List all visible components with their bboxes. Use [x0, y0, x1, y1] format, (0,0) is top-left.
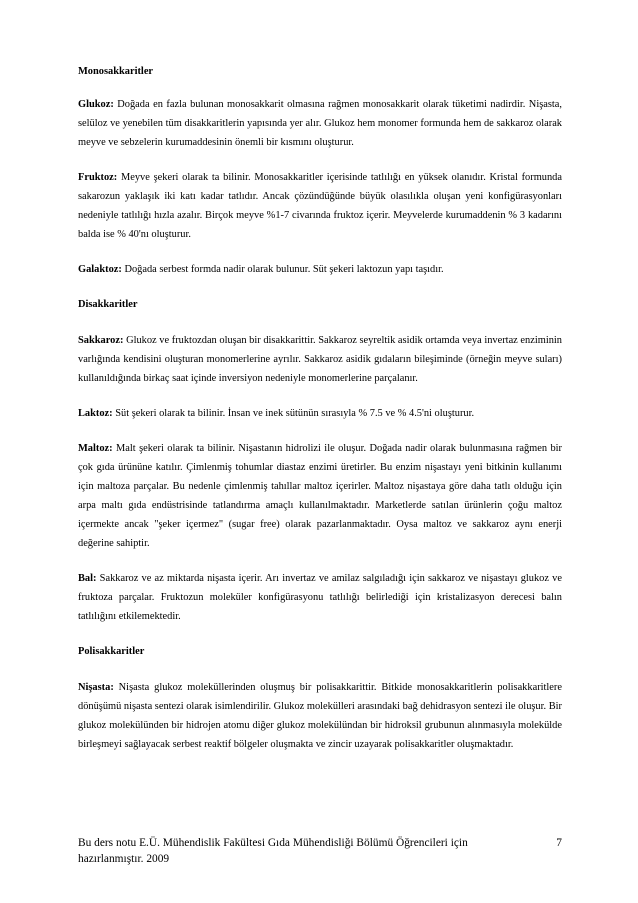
footer-note: Bu ders notu E.Ü. Mühendislik Fakültesi Gıda Mühendisliği Bölümü Öğrencileri için hazırlanmıştır. 2009: [78, 837, 468, 865]
paragraph-sucrose-text: Glukoz ve fruktozdan oluşan bir disakkarittir. Sakkaroz seyreltik asidik ortamda veya invertaz enziminin varlığında kendisini oluşturan monomerlerine ayrılır. Sakkaroz asidik gıdaların bileşiminde (örneğin meyve suları) kullanıldığında birkaç saat içinde inversiyon nedeniyle monomerlerine parçalanır.: [78, 335, 562, 384]
document-body: [78, 64, 562, 754]
paragraph-fructose: [78, 168, 562, 244]
paragraph-sucrose: [78, 331, 562, 388]
term-maltose: Maltoz:: [78, 443, 113, 454]
paragraph-galactose-text: Doğada serbest formda nadir olarak bulunur. Süt şekeri laktozun yapı taşıdır.: [121, 264, 444, 275]
section-heading-monosaccharides: Monosakkaritler: [78, 66, 154, 77]
paragraph-honey: [78, 569, 562, 626]
term-fructose: Fruktoz:: [78, 172, 118, 183]
paragraph-starch-text: Nişasta glukoz moleküllerinden oluşmuş bir polisakkarittir. Bitkide monosakkaritlerin polisakkaritlere dönüşümü nişasta sentezi olarak isimlendirilir. Glukoz molekülleri arasındaki bağ dehidrasyon sentezi ile oluşur. Bir glukoz molekülünden bir hidrojen atomu diğer glukoz molekülündan bir hidroksil grubunun alınmasıyla molekülde birleşmeyi sağlayacak serbest reaktif bölgeler oluşmakta ve zincir uzayarak polisakkaritler oluşmaktadır.: [78, 682, 562, 750]
paragraph-maltose-text: Malt şekeri olarak ta bilinir. Nişastanın hidrolizi ile oluşur. Doğada nadir olarak bulunmasına rağmen bir çok gıda ürününe katılır. Çimlenmiş tohumlar diastaz enzimi üretirler. Bu enzim nişastayı yeni bitkinin kullanımı için maltoza parçalar. Bu nedenle çimlenmiş tahıllar maltoz içerirler. Maltoz nişastaya göre daha tatlı olduğu için arpa maltı gıda endüstrisinde tatlandırma amaçlı kullanılmaktadır. Marketlerde satılan ürünlerin çoğu maltoz içermekte ancak "şeker içermez" (sugar free) olarak pazarlanmaktadır. Oysa maltoz ve sakkaroz aynı enerji değerine sahiptir.: [78, 443, 562, 549]
paragraph-honey-text: Sakkaroz ve az miktarda nişasta içerir. Arı invertaz ve amilaz salgıladığı için sakkaroz ve nişastayı glukoz ve fruktoza parçalar. Fruktozun moleküler konfigürasyonu tatlılığı belirlediği için kristalizasyon derecesi balın tatlılığını etkilemektedir.: [78, 573, 562, 622]
paragraph-maltose: [78, 439, 562, 553]
paragraph-lactose-text: Süt şekeri olarak ta bilinir. İnsan ve inek sütünün sırasıyla % 7.5 ve % 4.5'ni oluşturur.: [112, 408, 475, 419]
section-heading-polysaccharides: Polisakkaritler: [78, 646, 145, 657]
section-heading-disaccharides: Disakkaritler: [78, 299, 138, 310]
term-galactose: Galaktoz:: [78, 264, 122, 275]
paragraph-glucose: [78, 95, 562, 152]
paragraph-starch: [78, 678, 562, 754]
paragraph-fructose-text: Meyve şekeri olarak ta bilinir. Monosakkaritler içerisinde tatlılığı en yüksek olanıdır. Kristal formunda sakarozun yaklaşık iki katı kadar tatlıdır. Ancak çözündüğünde büyük olasılıkla oluşan yeni konfigürasyonları nedeniyle tatlılığı hızla azalır. Birçok meyve %1-7 civarında fruktoz içerir. Meyvelerde kurumaddenin % 3 kadarını balda ise % 40'nı oluşturur.: [78, 172, 562, 240]
term-sucrose: Sakkaroz:: [78, 335, 124, 346]
term-starch: Nişasta:: [78, 682, 114, 693]
term-honey: Bal:: [78, 573, 97, 584]
term-glucose: Glukoz:: [78, 99, 114, 110]
page-footer: [78, 835, 562, 867]
page-number: 7: [556, 837, 562, 849]
term-lactose: Laktoz:: [78, 408, 113, 419]
paragraph-lactose: [78, 404, 562, 423]
paragraph-galactose: [78, 260, 562, 279]
paragraph-glucose-text: Doğada en fazla bulunan monosakkarit olmasına rağmen monosakkarit olarak tüketimi nadirdir. Nişasta, selüloz ve yenebilen tüm disakkaritlerin yapısında yer alır. Glukoz hem monomer formunda hem de sakkaroz olarak meyve ve sebzelerin kurumaddesinin önemli bir kısmını oluşturur.: [78, 99, 562, 148]
